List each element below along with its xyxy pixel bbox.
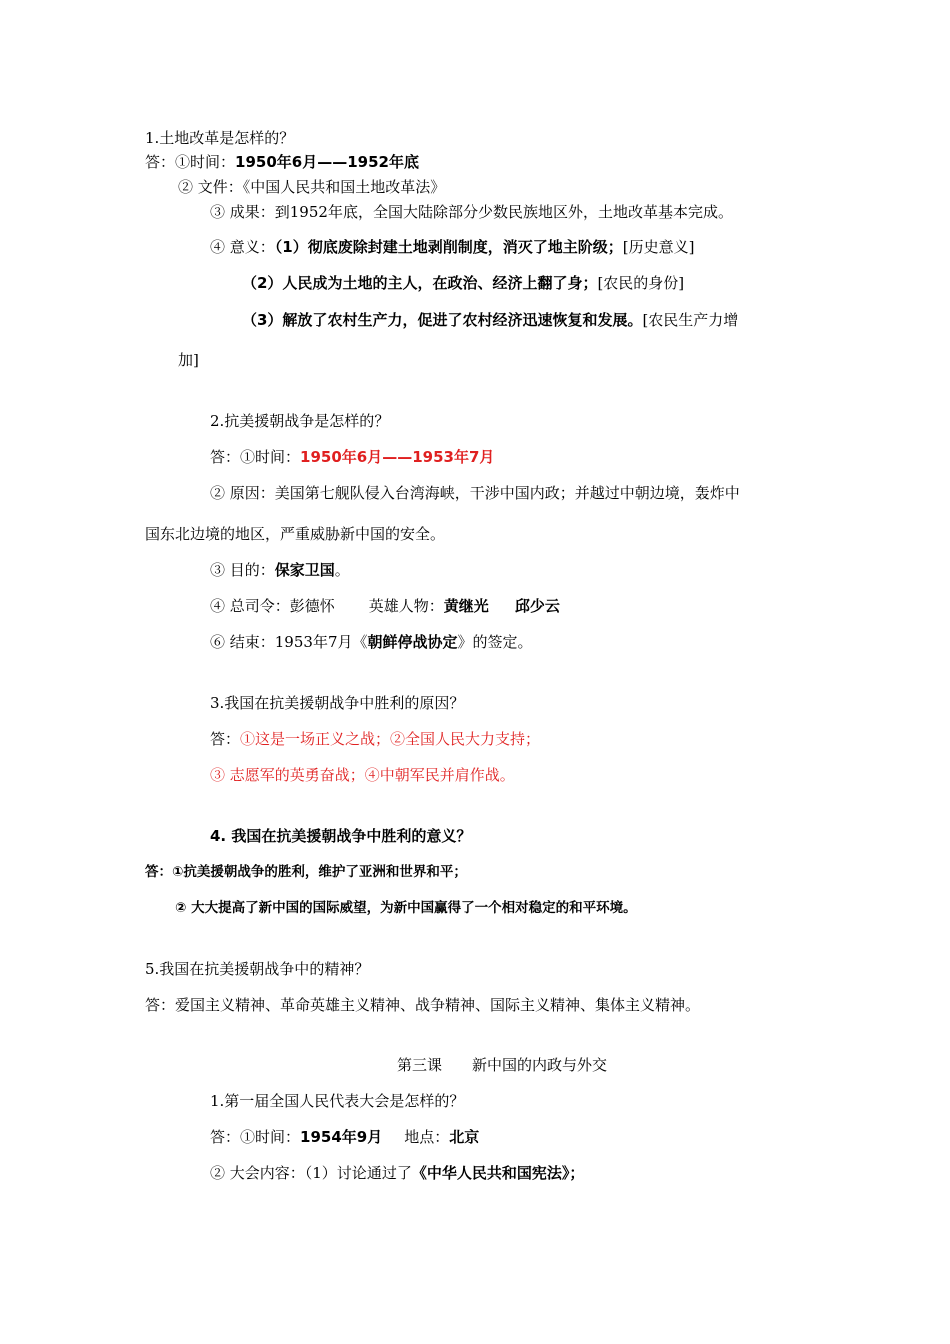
answer-3-line-2: ③ 志愿军的英勇奋战；④中朝军民并肩作战。 <box>210 766 515 784</box>
question-3: 3.我国在抗美援朝战争中胜利的原因？ <box>210 694 465 712</box>
time-value: 1950年6月——1952年底 <box>235 153 419 171</box>
answer-1-document: ② 文件：《中国人民共和国土地改革法》 <box>178 178 446 196</box>
lesson-answer-content: ② 大会内容：（1）讨论通过了《中华人民共和国宪法》； <box>210 1164 585 1182</box>
answer-2-cause-cont: 国东北边境的地区，严重威胁新中国的安全。 <box>145 525 446 543</box>
answer-2-cause: ② 原因：美国第七舰队侵入台湾海峡，干涉中国内政；并越过中朝边境，轰炸中 <box>210 484 740 502</box>
question-1: 1.土地改革是怎样的？ <box>145 129 295 147</box>
lesson-title: 第三课 新中国的内政与外交 <box>397 1056 608 1074</box>
answer-1-result: ③ 成果：到1952年底，全国大陆除部分少数民族地区外，土地改革基本完成。 <box>210 203 733 221</box>
answer-1-significance-2: （2）人民成为土地的主人，在政治、经济上翻了身；[农民的身份] <box>242 274 685 292</box>
answer-5: 答：爱国主义精神、革命英雄主义精神、战争精神、国际主义精神、集体主义精神。 <box>145 996 701 1014</box>
question-2: 2.抗美援朝战争是怎样的？ <box>210 412 390 430</box>
answer-2-goal: ③ 目的：保家卫国。 <box>210 561 350 579</box>
answer-1-significance-1: ④ 意义：（1）彻底废除封建土地剥削制度，消灭了地主阶级；[历史意义] <box>210 238 695 256</box>
question-5: 5.我国在抗美援朝战争中的精神？ <box>145 960 370 978</box>
lesson-answer-time: 答：①时间：1954年9月 地点：北京 <box>210 1128 480 1146</box>
answer-4-line-2: ② 大大提高了新中国的国际威望，为新中国赢得了一个相对稳定的和平环境。 <box>175 900 637 916</box>
answer-2-time: 答：①时间：1950年6月——1953年7月 <box>210 448 495 466</box>
answer-1-time <box>145 152 419 172</box>
answer-2-end: ⑥ 结束：1953年7月《朝鲜停战协定》的签定。 <box>210 633 533 651</box>
answer-1-significance-3: （3）解放了农村生产力，促进了农村经济迅速恢复和发展。[农民生产力增 <box>242 311 739 329</box>
answer-4-line-1: 答：①抗美援朝战争的胜利，维护了亚洲和世界和平； <box>145 864 467 880</box>
answer-2-commander: ④ 总司令：彭德怀 英雄人物：黄继光 邱少云 <box>210 597 560 615</box>
answer-3-line-1: 答：①这是一场正义之战；②全国人民大力支持； <box>210 730 541 748</box>
question-4: 4. 我国在抗美援朝战争中胜利的意义？ <box>210 827 472 845</box>
answer-1-significance-3-cont: 加] <box>178 351 199 369</box>
answer-prefix: 答：①时间： <box>145 153 236 171</box>
lesson-question-1: 1.第一届全国人民代表大会是怎样的？ <box>210 1092 465 1110</box>
